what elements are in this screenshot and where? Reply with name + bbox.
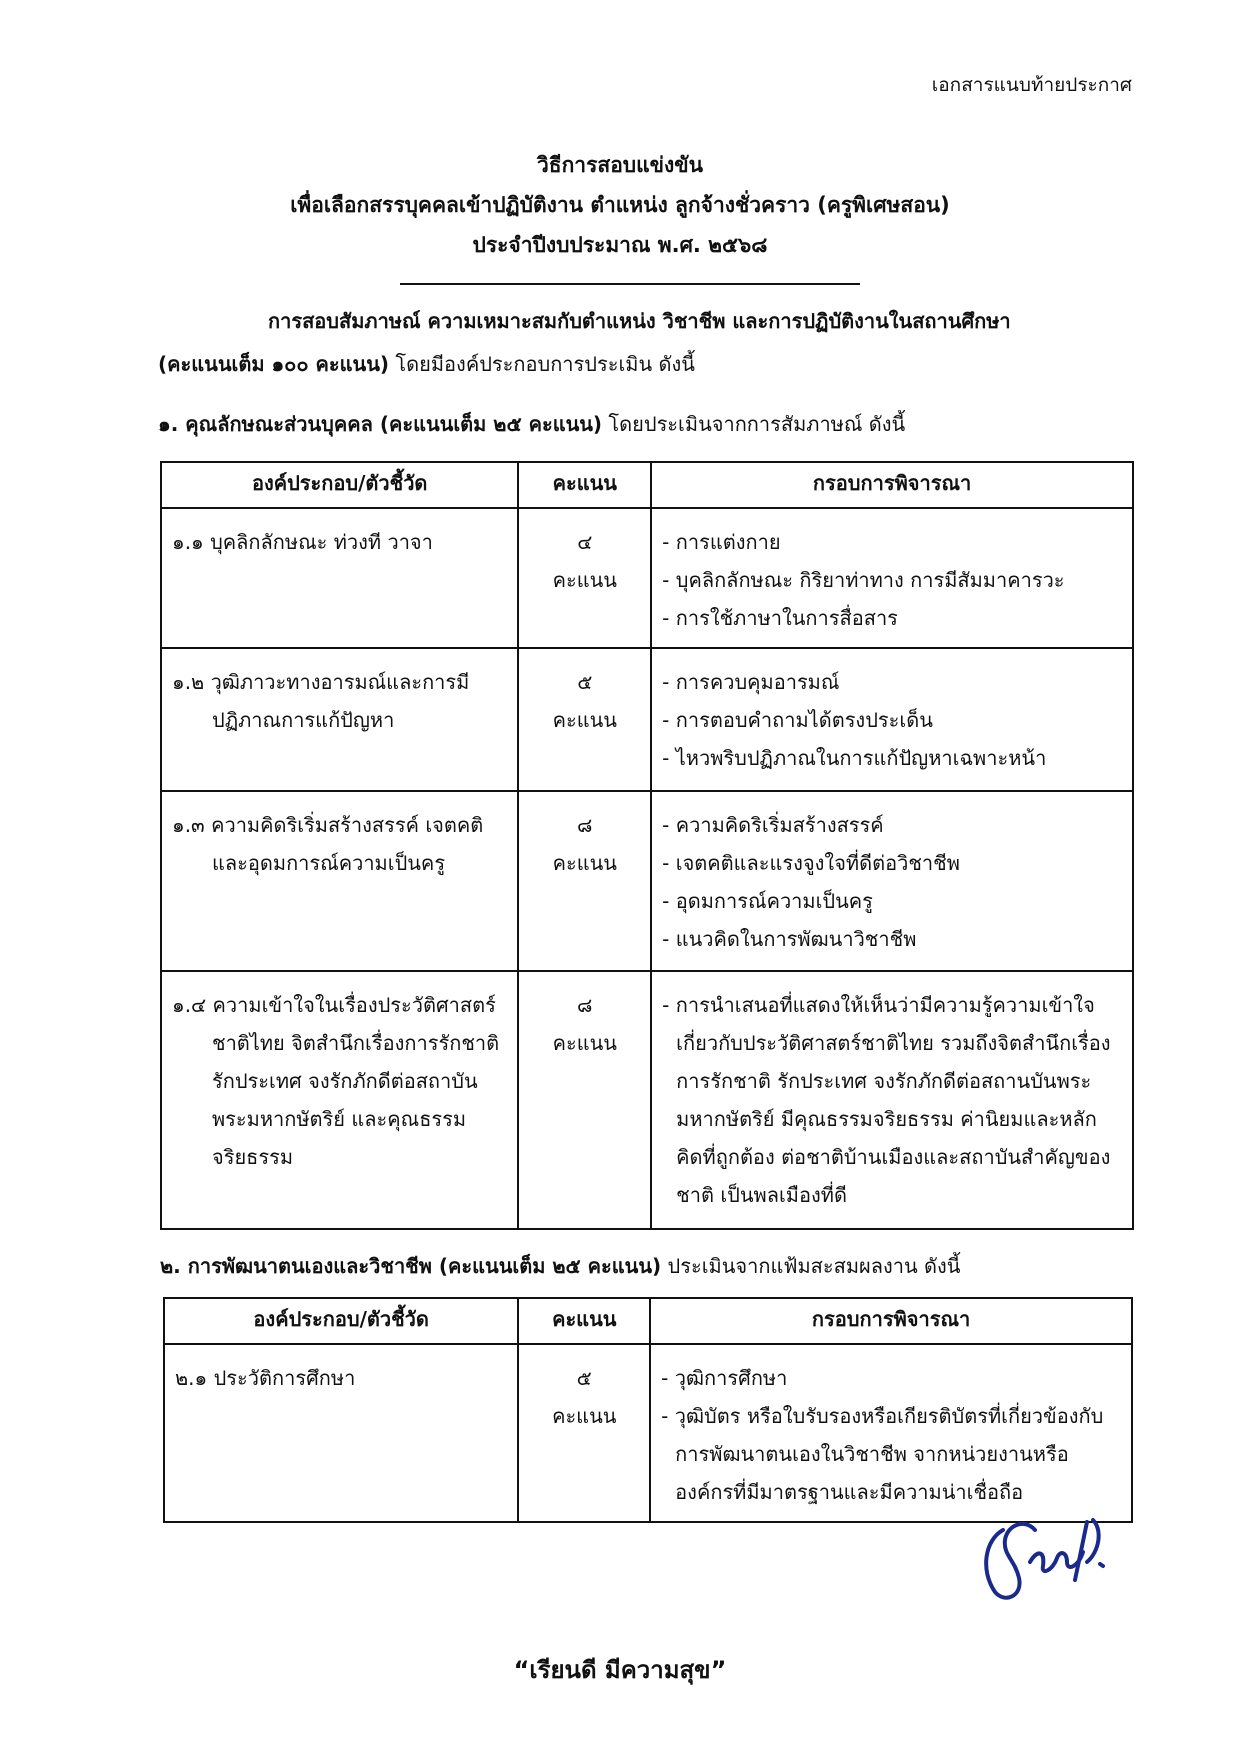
indicator-text: ๑.๔ ความเข้าใจในเรื่องประวัติศาสตร์ชาติไทย จิตสำนึกเรื่องการรักชาติ รักประเทศ จงรักภักดีต่อสถาบัน พระมหากษัตริย์ และคุณธรรมจริยธรรม	[172, 993, 500, 1169]
indicator-cell	[161, 508, 518, 648]
criteria-item: - ไหวพริบปฏิภาณในการแก้ปัญหาเฉพาะหน้า	[662, 746, 1047, 770]
indicator-text: ๑.๒ วุฒิภาวะทางอารมณ์และการมีปฏิภาณการแก้ปัญหา	[172, 670, 470, 732]
criteria-item: - การควบคุมอารมณ์	[662, 670, 840, 694]
section-2-heading	[160, 1250, 960, 1282]
title-line-1: วิธีการสอบแข่งขัน	[536, 153, 703, 177]
criteria-item: - อุดมการณ์ความเป็นครู	[662, 889, 873, 913]
col-header-score: คะแนน	[518, 1298, 650, 1344]
intro-line-2	[158, 352, 695, 376]
table-row	[161, 648, 1133, 791]
intro-rest: โดยมีองค์ประกอบการประเมิน ดังนี้	[389, 352, 695, 376]
indicator-cell	[161, 791, 518, 971]
criteria-item: - การแต่งกาย	[662, 530, 781, 554]
col-header-score: คะแนน	[518, 462, 651, 508]
score-unit: คะแนน	[552, 1031, 617, 1055]
score-unit: คะแนน	[552, 1404, 617, 1428]
table-row	[164, 1344, 1132, 1522]
score-value: ๘	[577, 813, 593, 837]
intro-full-score: (คะแนนเต็ม ๑๐๐ คะแนน)	[158, 352, 390, 376]
indicator-cell	[161, 648, 518, 791]
indicator-text: ๑.๓ ความคิดริเริ่มสร้างสรรค์ เจตคติและอุดมการณ์ความเป็นครู	[172, 813, 484, 875]
table-header-row	[161, 462, 1133, 508]
criteria-cell	[651, 971, 1133, 1229]
handwritten-signature	[975, 1500, 1120, 1610]
score-cell	[518, 971, 651, 1229]
table-header-row	[164, 1298, 1132, 1344]
section-2-heading-bold: ๒. การพัฒนาตนเองและวิชาชีพ (คะแนนเต็ม ๒๕ คะแนน)	[160, 1254, 662, 1278]
indicator-text: ๑.๑ บุคลิกลักษณะ ท่วงที วาจา	[172, 530, 433, 554]
signature-strokes	[986, 1520, 1103, 1598]
table-row	[161, 791, 1133, 971]
criteria-item: - ความคิดริเริ่มสร้างสรรค์	[662, 813, 884, 837]
intro-line-1: การสอบสัมภาษณ์ ความเหมาะสมกับตำแหน่ง วิชาชีพ และการปฏิบัติงานในสถานศึกษา	[268, 309, 1011, 333]
indicator-cell	[164, 1344, 518, 1522]
title-line-3: ประจำปีงบประมาณ พ.ศ. ๒๕๖๘	[472, 233, 768, 257]
criteria-item: - แนวคิดในการพัฒนาวิชาชีพ	[662, 927, 917, 951]
col-header-criteria: กรอบการพิจารณา	[650, 1298, 1132, 1344]
indicator-cell	[161, 971, 518, 1229]
criteria-cell	[650, 1344, 1132, 1522]
section-1-table	[160, 461, 1134, 1230]
title-divider	[400, 283, 860, 285]
score-value: ๕	[577, 670, 593, 694]
criteria-cell	[651, 648, 1133, 791]
intro-paragraph	[158, 300, 1138, 386]
score-cell	[518, 791, 651, 971]
col-header-criteria: กรอบการพิจารณา	[651, 462, 1133, 508]
score-unit: คะแนน	[552, 851, 617, 875]
criteria-item: - การใช้ภาษาในการสื่อสาร	[662, 606, 898, 630]
score-cell	[518, 648, 651, 791]
attachment-note: เอกสารแนบท้ายประกาศ	[931, 74, 1132, 96]
criteria-cell	[651, 508, 1133, 648]
criteria-item: - วุฒิการศึกษา	[661, 1366, 788, 1390]
indicator-text: ๒.๑ ประวัติการศึกษา	[175, 1366, 356, 1390]
score-value: ๘	[577, 993, 593, 1017]
score-cell	[518, 508, 651, 648]
score-unit: คะแนน	[552, 708, 617, 732]
score-cell	[518, 1344, 650, 1522]
document-title	[0, 145, 1240, 265]
col-header-indicator: องค์ประกอบ/ตัวชี้วัด	[164, 1298, 518, 1344]
table-row	[161, 971, 1133, 1229]
criteria-item: - บุคลิกลักษณะ กิริยาท่าทาง การมีสัมมาคารวะ	[662, 568, 1065, 592]
school-motto: “เรียนดี มีความสุข”	[513, 1656, 727, 1684]
col-header-indicator: องค์ประกอบ/ตัวชี้วัด	[161, 462, 518, 508]
criteria-item: - การนำเสนอที่แสดงให้เห็นว่ามีความรู้ความเข้าใจเกี่ยวกับประวัติศาสตร์ชาติไทย รวมถึงจิตสำนึกเรื่องการรักชาติ รักประเทศ จงรักภักดีต่อสถานบันพระมหากษัตริย์ มีคุณธรรมจริยธรรม ค่านิยมและหลักคิดที่ถูกต้อง ต่อชาติบ้านเมืองและสถาบันสำคัญของชาติ เป็นพลเมืองที่ดี	[662, 993, 1111, 1207]
section-1-heading-rest: โดยประเมินจากการสัมภาษณ์ ดังนี้	[602, 412, 906, 436]
criteria-item: - วุฒิบัตร หรือใบรับรองหรือเกียรติบัตรที่เกี่ยวข้องกับการพัฒนาตนเองในวิชาชีพ จากหน่วยงานหรือองค์กรที่มีมาตรฐานและมีความน่าเชื่อถือ	[661, 1404, 1104, 1504]
title-line-2: เพื่อเลือกสรรบุคคลเข้าปฏิบัติงาน ตำแหน่ง ลูกจ้างชั่วคราว (ครูพิเศษสอน)	[290, 193, 950, 217]
score-value: ๕	[576, 1366, 592, 1390]
criteria-cell	[651, 791, 1133, 971]
criteria-item: - เจตคติและแรงจูงใจที่ดีต่อวิชาชีพ	[662, 851, 960, 875]
section-1-heading	[158, 408, 905, 440]
section-2-table	[163, 1297, 1133, 1523]
section-2-heading-rest: ประเมินจากแฟ้มสะสมผลงาน ดังนี้	[661, 1254, 961, 1278]
score-unit: คะแนน	[552, 568, 617, 592]
score-value: ๔	[577, 530, 593, 554]
criteria-item: - การตอบคำถามได้ตรงประเด็น	[662, 708, 933, 732]
section-1-heading-bold: ๑. คุณลักษณะส่วนบุคคล (คะแนนเต็ม ๒๕ คะแนน)	[158, 412, 603, 436]
table-row	[161, 508, 1133, 648]
